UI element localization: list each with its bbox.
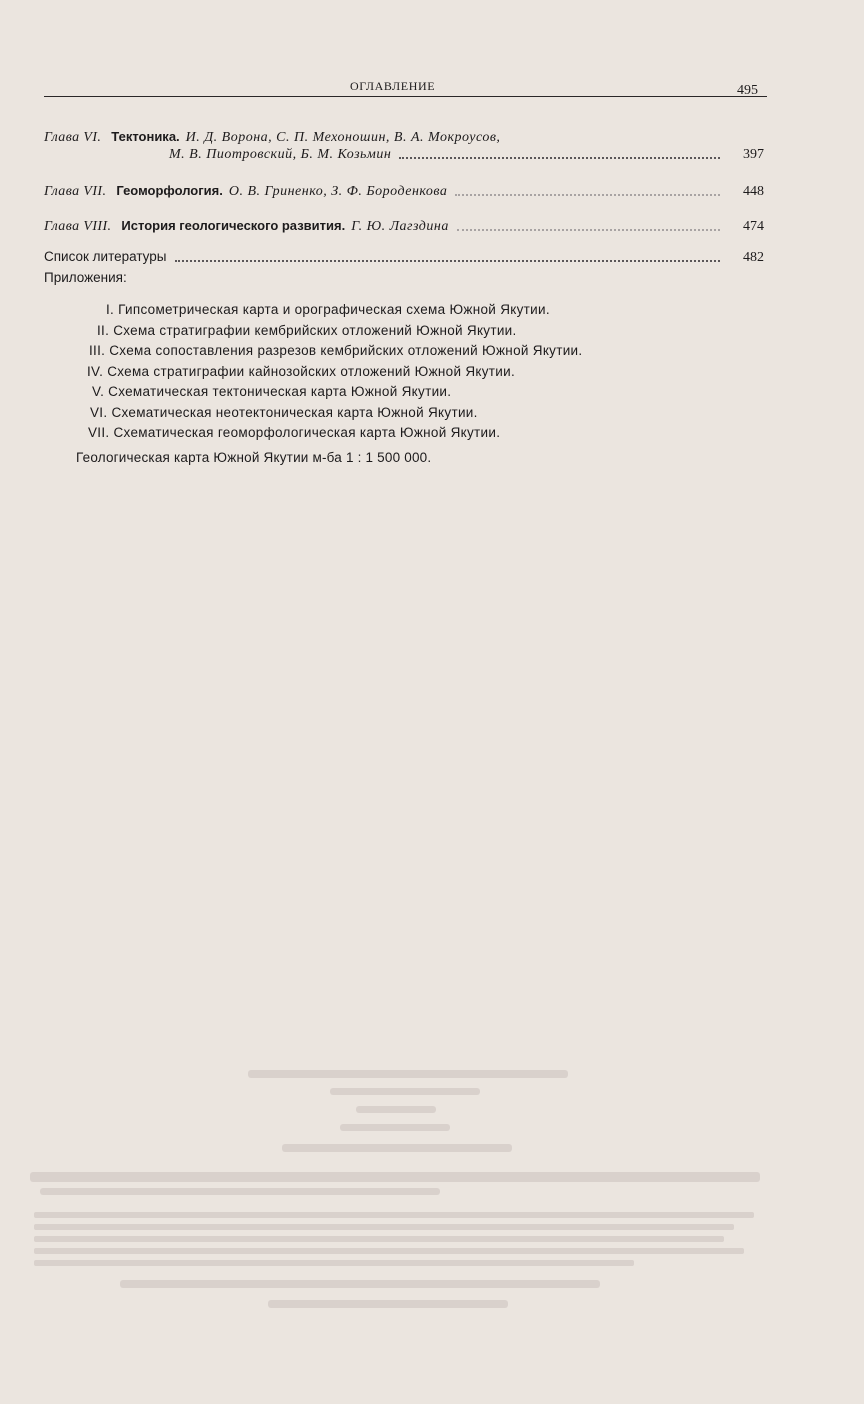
geological-map-entry: Геологическая карта Южной Якутии м-ба 1 : 1 500 000. [76,450,432,465]
chapter-number: Глава VII. [44,184,107,199]
toc-page-number: 482 [743,250,764,265]
chapter-title: Тектоника. [111,129,180,144]
toc-page-number: 474 [743,219,764,234]
toc-entry-chapter-8 [44,217,764,235]
chapter-title: История геологического развития. [121,218,346,233]
appendix-item: II. Схема стратиграфии кембрийских отложений Южной Якутии. [97,322,517,338]
page-number: 495 [737,83,758,98]
appendix-item: IV. Схема стратиграфии кайнозойских отложений Южной Якутии. [87,363,516,379]
toc-page-number: 448 [743,184,764,199]
chapter-authors: И. Д. Ворона, С. П. Мехоношин, В. А. Мокроусов, [185,130,501,145]
dot-leader [175,259,721,262]
appendix-item: III. Схема сопоставления разрезов кембрийских отложений Южной Якутии. [89,343,583,358]
chapter-authors-continued: М. В. Пиотровский, Б. М. Козьмин [169,147,392,162]
appendix-item: V. Схематическая тектоническая карта Южной Якутии. [92,384,452,399]
chapter-title: Геоморфология. [116,183,223,198]
chapter-number: Глава VIII. [44,219,112,234]
toc-entry-chapter-6 [44,128,764,163]
chapter-authors: Г. Ю. Лагздина [351,219,449,234]
bibliography-label: Список литературы [44,249,167,264]
appendix-list [60,300,740,444]
dot-leader [457,228,720,231]
toc-entry-chapter-7 [44,182,764,200]
toc-entry-bibliography [44,248,764,266]
dot-leader [399,156,720,159]
appendices-label: Приложения: [44,270,127,285]
chapter-authors: О. В. Гриненко, З. Ф. Бороденкова [228,184,448,199]
header-rule [44,96,767,97]
appendix-item: VI. Схематическая неотектоническая карта Южной Якутии. [90,404,478,420]
appendix-item: VII. Схематическая геоморфологическая карта Южной Якутии. [88,425,501,440]
appendix-item: I. Гипсометрическая карта и орографическая схема Южной Якутии. [106,302,550,317]
toc-page-number: 397 [743,147,764,162]
dot-leader [455,193,720,196]
show-through-bleed [0,1060,864,1320]
chapter-number: Глава VI. [44,130,102,145]
running-head: ОГЛАВЛЕНИЕ [350,79,436,93]
